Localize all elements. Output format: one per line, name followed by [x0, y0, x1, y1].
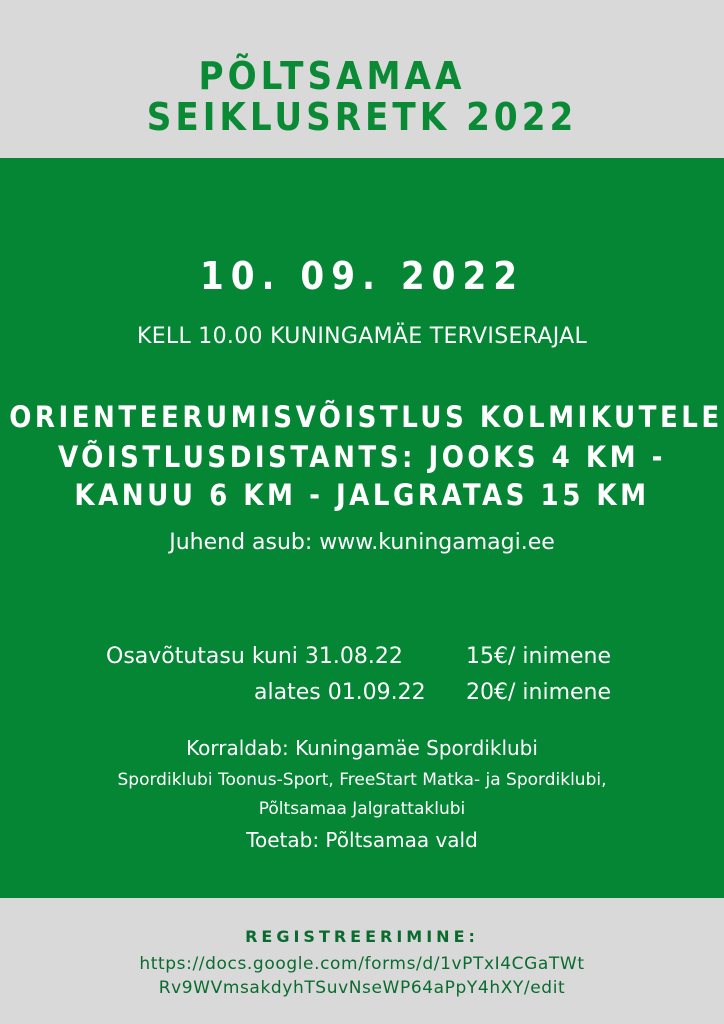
- event-date: 10. 09. 2022: [199, 254, 525, 298]
- title-line-1: PÕLTSAMAA: [198, 54, 466, 98]
- fee-label: Osavõtutasu kuni 31.08.22: [106, 644, 403, 669]
- organizer-line-2: Spordiklubi Toonus-Sport, FreeStart Matka- ja Spordiklubi,: [117, 770, 607, 790]
- registration-link-line-2[interactable]: Rv9WVmsakdyhTSuvNseWP64aPpY4hXY/edit: [158, 978, 566, 998]
- race-line-1: ORIENTEERUMISVÕISTLUS KOLMIKUTELE: [9, 400, 723, 434]
- fee-amount: 20€/ inimene: [466, 680, 612, 705]
- organizer-line-3: Põltsamaa Jalgrattaklubi: [258, 799, 466, 819]
- guide-link-text: Juhend asub: www.kuningamagi.ee: [169, 530, 555, 555]
- fee-label: alates 01.09.22: [254, 680, 426, 705]
- event-time-place: KELL 10.00 KUNINGAMÄE TERVISERAJAL: [136, 324, 588, 349]
- race-line-2: VÕISTLUSDISTANTS: JOOKS 4 KM -: [57, 440, 666, 474]
- organizer-line-1: Korraldab: Kuningamäe Spordiklubi: [186, 736, 538, 760]
- registration-band: [0, 898, 724, 1024]
- title-line-2: SEIKLUSRETK 2022: [146, 95, 578, 139]
- registration-link-line-1[interactable]: https://docs.google.com/forms/d/1vPTxI4CGaTWt: [139, 954, 585, 974]
- header-band: [0, 0, 724, 158]
- supporter-line: Toetab: Põltsamaa vald: [246, 828, 478, 852]
- registration-title: REGISTREERIMINE:: [245, 927, 479, 946]
- race-line-3: KANUU 6 KM - JALGRATAS 15 KM: [74, 478, 650, 512]
- fee-amount: 15€/ inimene: [466, 644, 612, 669]
- main-band: [0, 158, 724, 898]
